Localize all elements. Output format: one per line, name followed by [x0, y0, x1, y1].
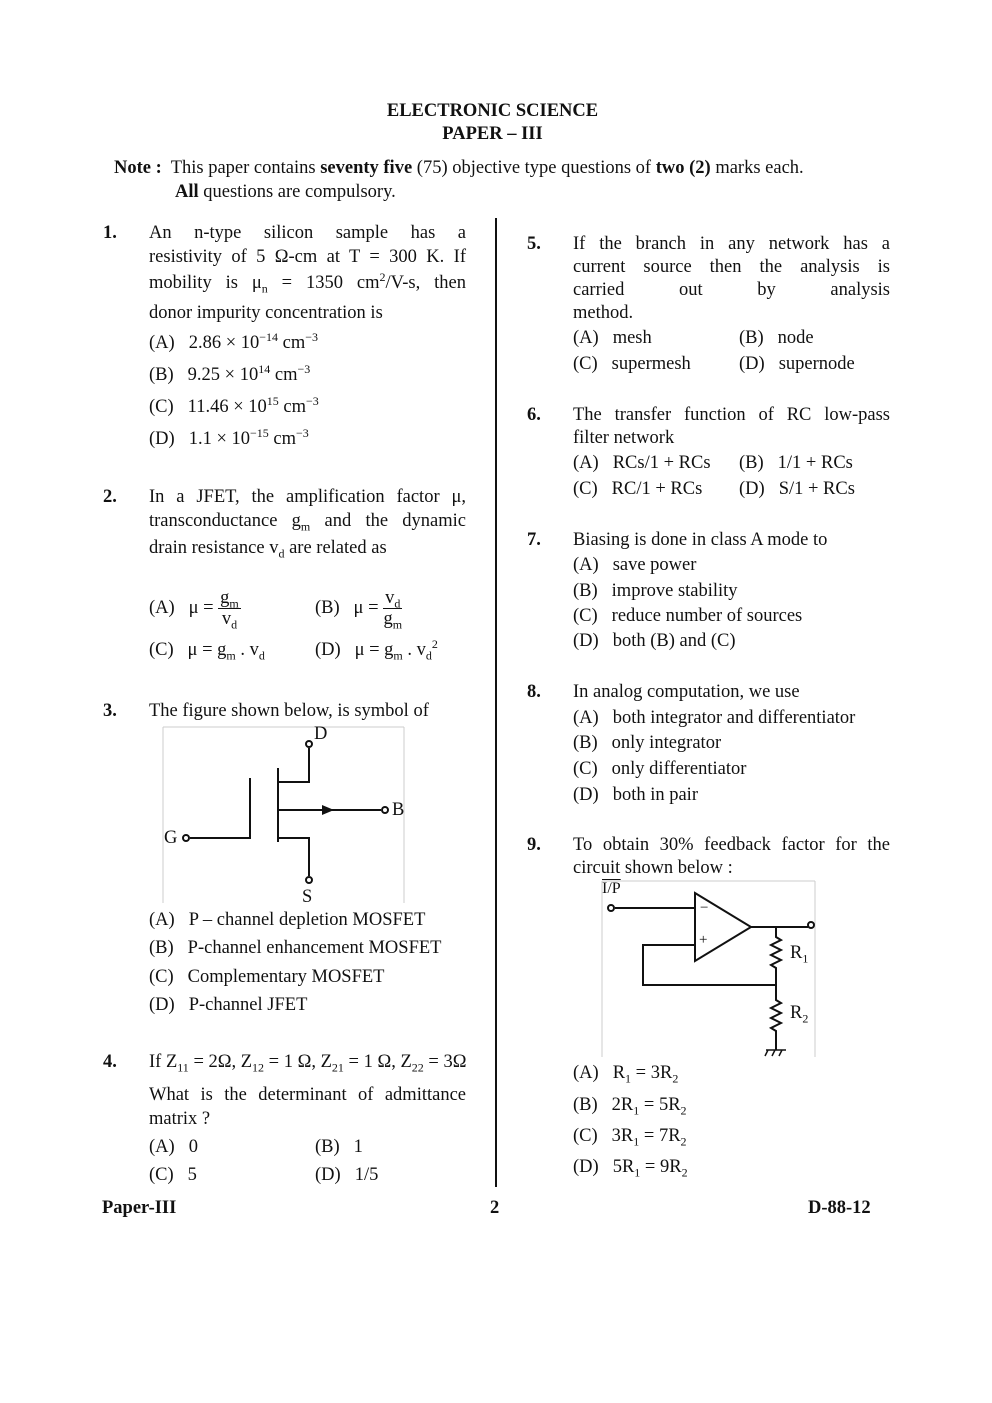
question-text: Biasing is done in class A mode to — [573, 530, 828, 550]
option-text: RCs/1 + RCs — [612, 453, 711, 473]
t: R — [790, 943, 803, 963]
question-text: filter network — [573, 428, 675, 448]
question-text: method. — [573, 303, 634, 323]
header-subject: ELECTRONIC SCIENCE — [386, 101, 599, 121]
option-text: RC/1 + RCs — [611, 479, 703, 499]
t: n — [261, 281, 268, 296]
option-text: Complementary MOSFET — [187, 967, 385, 987]
option-letter: (B) — [739, 328, 764, 348]
option-text: 2 — [672, 1071, 679, 1086]
option-letter: (D) — [315, 1165, 341, 1185]
option-letter: (A) — [573, 708, 599, 728]
option-text: R — [612, 1063, 626, 1083]
question-text: matrix ? — [149, 1109, 211, 1129]
option-text: 11.46 × 10 — [187, 397, 267, 417]
option-text: −14 — [259, 329, 279, 344]
t: . v — [235, 640, 259, 660]
t: (B) — [315, 597, 340, 618]
t: = 1 Ω, Z — [343, 1052, 412, 1072]
option-text: save power — [612, 555, 697, 575]
option-a — [573, 1061, 678, 1085]
option-text: 1 — [625, 1071, 632, 1086]
option-text: 3R — [611, 1126, 634, 1146]
t: d — [425, 648, 432, 663]
option-text: cm — [278, 333, 306, 353]
question-text: An n-type silicon sample has a — [149, 223, 466, 243]
t: = 3Ω — [423, 1052, 467, 1072]
t: g — [383, 609, 393, 629]
option-text: 2R — [611, 1095, 634, 1115]
option-text: 1/5 — [354, 1165, 379, 1185]
question-text: The transfer function of RC low-pass — [573, 405, 890, 425]
t: /V-s, then — [385, 273, 466, 293]
t: 21 — [331, 1060, 344, 1075]
option-letter: (D) — [149, 429, 175, 449]
option-letter: (C) — [573, 1126, 598, 1146]
t: v — [221, 609, 232, 629]
option-text: 1 — [634, 1165, 641, 1180]
option-text: 2 — [680, 1103, 687, 1118]
option-text: cm — [268, 429, 297, 449]
note-text: seventy five — [320, 158, 413, 178]
option-text: 1 — [633, 1134, 640, 1149]
option-letter: (B) — [315, 1137, 340, 1157]
question-text: What is the determinant of admittance — [149, 1085, 466, 1105]
t: (A) — [149, 597, 175, 618]
option-text: 9.25 × 10 — [187, 365, 259, 385]
paper-code: D-88-12 — [808, 1198, 871, 1218]
t: transconductance g — [149, 511, 301, 531]
t: If Z — [149, 1052, 178, 1072]
question-number: 8. — [527, 682, 541, 702]
option-text: 1.1 × 10 — [188, 429, 250, 449]
t: d — [278, 546, 285, 561]
header-paper: PAPER – III — [442, 124, 543, 144]
note-text: All — [175, 182, 199, 202]
option-text: 2 — [680, 1134, 687, 1149]
option-text: P – channel depletion MOSFET — [188, 910, 426, 930]
option-letter: (C) — [149, 1165, 174, 1185]
question-number: 2. — [103, 487, 117, 507]
option-letter: (D) — [573, 785, 599, 805]
r2-label — [790, 1001, 808, 1025]
t: and the dynamic — [310, 511, 466, 531]
t: mobility is μ — [149, 273, 262, 293]
t: drain resistance v — [149, 538, 279, 558]
option-letter: (C) — [149, 967, 174, 987]
option-text: cm — [270, 365, 298, 385]
t: μ = — [188, 597, 214, 618]
option-text: only differentiator — [611, 759, 747, 779]
inverting-input-label: − — [700, 900, 709, 916]
option-text: both integrator and differentiator — [612, 708, 856, 728]
option-letter: (A) — [573, 1063, 599, 1083]
option-letter: (B) — [573, 733, 598, 753]
option-text: both in pair — [612, 785, 698, 805]
t: are related as — [284, 538, 387, 558]
question-number: 9. — [527, 835, 541, 855]
option-text: improve stability — [611, 581, 738, 601]
option-text: 14 — [258, 361, 271, 376]
question-number: 6. — [527, 405, 541, 425]
option-text: supernode — [778, 354, 855, 374]
option-text: = 7R — [639, 1126, 681, 1146]
body-label: B — [392, 800, 405, 820]
t: d — [231, 617, 238, 632]
question-text: current source then the analysis is — [573, 257, 890, 277]
page-number: 2 — [490, 1198, 500, 1218]
option-letter: (D) — [149, 995, 175, 1015]
r1-label — [790, 941, 808, 965]
t: m — [393, 648, 403, 663]
note-text: marks each. — [710, 158, 804, 178]
option-text: node — [777, 328, 814, 348]
option-text: 1/1 + RCs — [777, 453, 853, 473]
question-number: 3. — [103, 701, 117, 721]
option-letter: (A) — [149, 910, 175, 930]
option-text: only integrator — [611, 733, 722, 753]
t: μ = g — [187, 640, 227, 660]
option-text: reduce number of sources — [611, 606, 803, 626]
option-letter: (A) — [149, 333, 175, 353]
option-text: 2 — [681, 1165, 688, 1180]
question-text: The figure shown below, is symbol of — [149, 701, 429, 721]
drain-label: D — [314, 724, 328, 744]
option-text: = 9R — [640, 1157, 682, 1177]
t: R — [790, 1003, 803, 1023]
question-text: donor impurity concentration is — [149, 303, 383, 323]
question-text: resistivity of 5 Ω-cm at T = 300 K. If — [149, 247, 466, 267]
option-letter: (B) — [149, 365, 174, 385]
option-text: mesh — [612, 328, 652, 348]
option-text: S/1 + RCs — [778, 479, 855, 499]
question-text: In a JFET, the amplification factor μ, — [149, 487, 466, 507]
question-text: In analog computation, we use — [573, 682, 800, 702]
question-number: 1. — [103, 223, 117, 243]
t: (D) — [315, 640, 341, 660]
option-letter: (D) — [573, 1157, 599, 1177]
t: m — [392, 617, 403, 632]
question-text: circuit shown below : — [573, 858, 733, 878]
t: d — [258, 648, 265, 663]
option-text: both (B) and (C) — [612, 631, 736, 651]
option-c — [573, 1124, 687, 1148]
option-text: P-channel JFET — [188, 995, 308, 1015]
option-letter: (C) — [573, 759, 598, 779]
question-number: 5. — [527, 234, 541, 254]
question-text: To obtain 30% feedback factor for the — [573, 835, 890, 855]
option-letter: (A) — [573, 555, 599, 575]
t: 2 — [431, 636, 438, 651]
input-label: I/P — [602, 880, 621, 897]
option-text: −3 — [297, 361, 311, 376]
option-text: 1 — [353, 1137, 363, 1157]
t: m — [300, 519, 311, 534]
option-text: P-channel enhancement MOSFET — [187, 938, 442, 958]
option-letter: (D) — [573, 631, 599, 651]
option-letter: (C) — [573, 479, 598, 499]
option-letter: (B) — [739, 453, 764, 473]
t: m — [229, 596, 239, 611]
option-text: supermesh — [611, 354, 691, 374]
option-text: −3 — [296, 425, 309, 440]
note-text: (2) — [684, 158, 711, 178]
source-label: S — [302, 887, 313, 907]
footer-paper: Paper-III — [102, 1198, 177, 1218]
question-number: 7. — [527, 530, 541, 550]
t: 1 — [802, 951, 809, 966]
t: 22 — [411, 1060, 424, 1075]
t: = 2Ω, Z — [188, 1052, 253, 1072]
question-text: If the branch in any network has a — [573, 234, 890, 254]
note-text: This paper contains — [170, 158, 321, 178]
option-text: −15 — [250, 425, 269, 440]
option-text: cm — [278, 397, 307, 417]
option-text: −3 — [306, 393, 319, 408]
note-label: Note : — [114, 158, 162, 178]
t: (C) — [149, 640, 174, 660]
question-text: carried out by analysis — [573, 280, 890, 300]
t: m — [226, 648, 236, 663]
question-number: 4. — [103, 1052, 117, 1072]
t: 11 — [177, 1060, 189, 1075]
t: 2 — [802, 1011, 809, 1026]
option-letter: (B) — [149, 938, 174, 958]
note-text: two — [655, 158, 685, 178]
option-letter: (D) — [739, 479, 765, 499]
t: = 1 Ω, Z — [264, 1052, 332, 1072]
option-letter: (B) — [573, 1095, 598, 1115]
option-text: = 3R — [631, 1063, 673, 1083]
option-text: 2.86 × 10 — [188, 333, 260, 353]
option-letter: (A) — [573, 328, 599, 348]
t: . v — [402, 640, 426, 660]
t: 12 — [252, 1060, 265, 1075]
option-text: 5R — [612, 1157, 635, 1177]
gate-label: G — [164, 828, 178, 848]
t: 2 — [379, 269, 386, 284]
t: μ = g — [354, 640, 394, 660]
option-text: = 5R — [639, 1095, 681, 1115]
option-text: 1 — [633, 1103, 640, 1118]
option-text: 5 — [187, 1165, 197, 1185]
option-letter: (C) — [149, 397, 174, 417]
note-text: (75) objective type questions of — [412, 158, 656, 178]
option-text: −3 — [305, 329, 319, 344]
option-letter: (C) — [573, 606, 598, 626]
t: μ = — [353, 597, 379, 618]
option-letter: (B) — [573, 581, 598, 601]
noninverting-input-label: + — [699, 932, 708, 948]
option-text: 0 — [188, 1137, 198, 1157]
t: g — [220, 588, 230, 608]
option-letter: (A) — [573, 453, 599, 473]
option-text: 15 — [266, 393, 279, 408]
t: v — [385, 588, 395, 608]
option-b — [573, 1093, 687, 1117]
option-d — [573, 1155, 688, 1179]
option-letter: (D) — [739, 354, 765, 374]
t: = 1350 cm — [267, 273, 380, 293]
option-letter: (C) — [573, 354, 598, 374]
note-text: questions are compulsory. — [198, 182, 396, 202]
t: d — [394, 596, 401, 611]
option-letter: (A) — [149, 1137, 175, 1157]
